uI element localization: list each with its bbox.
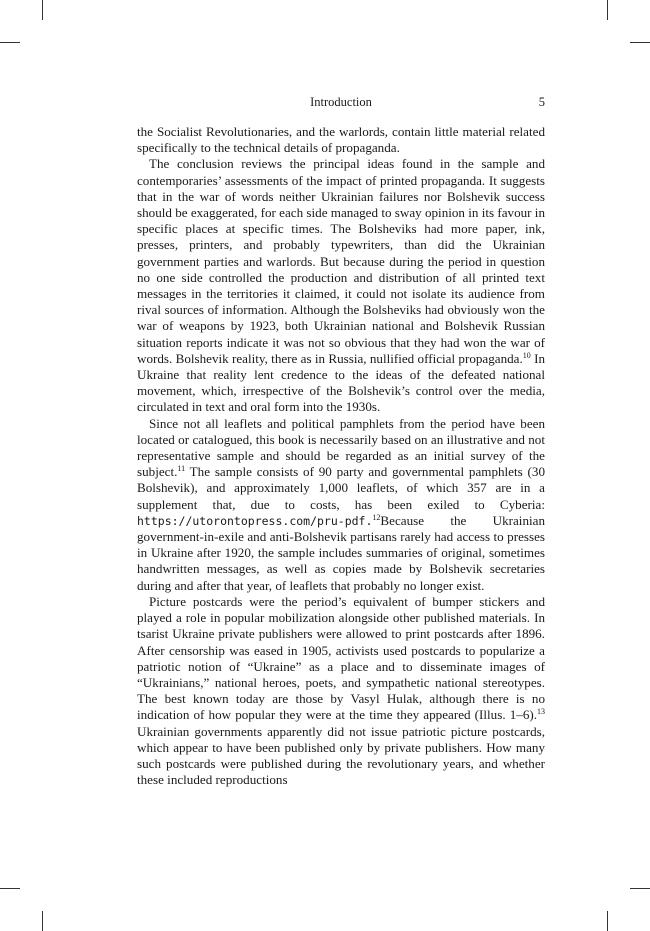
crop-mark	[0, 888, 20, 889]
paragraph-text: In Ukraine that reality lent credence to the ideas of the defeated national movement, which, irrespective of the Bolshevik’s control over the media, circulated in text and oral form into the 1930s.	[137, 350, 545, 415]
page-number: 5	[538, 95, 545, 109]
crop-mark	[607, 911, 608, 931]
body-text	[137, 124, 545, 788]
crop-mark	[42, 0, 43, 20]
paragraph	[137, 156, 545, 415]
crop-mark	[607, 0, 608, 20]
crop-mark	[630, 888, 650, 889]
paragraph-text: Since not all leaflets and political pamphlets from the period have been located or catalogued, this book is necessarily based on an illustrative and not representative sample and should be regarded as an initial survey of the subject.	[137, 415, 545, 480]
footnote-ref[interactable]: 13	[537, 707, 545, 717]
paragraph	[137, 594, 545, 788]
footnote-ref[interactable]: 11	[177, 464, 186, 474]
crop-mark	[0, 42, 20, 43]
paragraph-text: The sample consists of 90 party and governmental pamphlets (30 Bolshevik), and approximately 1,000 leaflets, of which 357 are in a supplement that, due to costs, has been exiled to Cyberia:	[137, 464, 545, 512]
running-head	[137, 95, 545, 111]
crop-mark	[42, 911, 43, 931]
paragraph	[137, 416, 545, 594]
paragraph-text: Ukrainian governments apparently did not issue patriotic picture postcards, which appear to have been published only by private publishers. How many such postcards were published during the revolutionary years, and whether these included reproductions	[137, 723, 545, 788]
paragraph-text: The conclusion reviews the principal ideas found in the sample and contemporaries’ assessments of the impact of printed propaganda. It suggests that in the war of words neither Ukrainian failures nor Bolshevik success should be exaggerated, for each side managed to sway opinion in its favour in specific places at specific times. The Bolsheviks had more paper, ink, presses, printers, and probably typewriters, than did the Ukrainian government parties and warlords. But because during the period in question no one side controlled the production and distribution of all printed text messages in the territories it claimed, it could not isolate its audience from rival sources of information. Although the Bolsheviks had obviously won the war of weapons by 1923, both Ukrainian national and Bolshevik Russian situation reports indicate it was not so obvious that they had won the war of words. Bolshevik reality, there as in Russia, nullified official propaganda.	[137, 156, 545, 366]
paragraph	[137, 124, 545, 156]
running-title: Introduction	[310, 95, 372, 109]
paragraph-text: the Socialist Revolutionaries, and the warlords, contain little material related specifically to the technical details of propaganda.	[137, 124, 545, 156]
footnote-ref[interactable]: 12	[372, 512, 381, 522]
supplement-url[interactable]: https://utorontopress.com/pru-pdf.	[137, 513, 373, 528]
footnote-ref[interactable]: 10	[522, 350, 531, 360]
paragraph-text: Because the Ukrainian government-in-exile and anti-Bolshevik partisans rarely had access to presses in Ukraine after 1920, the sample includes summaries of original, sometimes handwritten messages, as well as copies made by Bolshevik secretaries during and after that year, of leaflets that probably no longer exist.	[137, 512, 545, 593]
crop-mark	[630, 42, 650, 43]
paragraph-text: Picture postcards were the period’s equivalent of bumper stickers and played a role in popular mobilization alongside other published materials. In tsarist Ukraine private publishers were allowed to print postcards after 1896. After censorship was eased in 1905, activists used postcards to popularize a patriotic notion of “Ukraine” as a place and to disseminate images of “Ukrainians,” national heroes, poets, and sympathetic national stereotypes. The best known today are those by Vasyl Hulak, although there is no indication of how popular they were at the time they appeared (Illus. 1–6).	[137, 593, 545, 723]
